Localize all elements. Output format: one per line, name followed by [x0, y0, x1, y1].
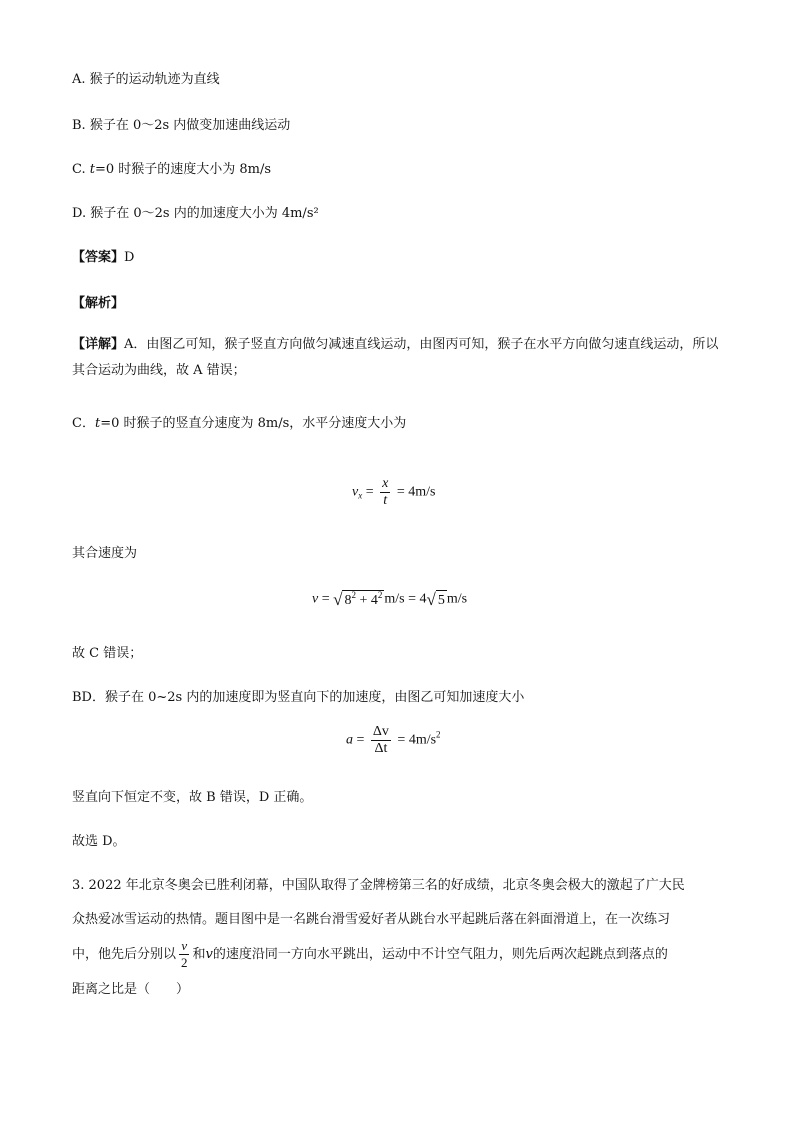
formula-a-exp: 2	[436, 729, 441, 740]
analysis-tag	[72, 292, 124, 311]
q3-line3-mid: 和	[192, 947, 206, 962]
formula-vx: $v_x$ = $\frac{x}{t}$ = 4m/s	[352, 476, 436, 508]
q3-frac-num: v	[181, 938, 188, 953]
q3-line3-post: 的速度沿同一方向水平跳出，运动中不计空气阻力，则先后两次起跳点到落点的	[212, 947, 668, 962]
formula-a-fraction	[371, 724, 391, 757]
q3-line3	[72, 938, 668, 971]
formula-a-num: Δv	[372, 724, 389, 739]
c-wrong: 故 C 错误；	[72, 646, 143, 661]
formula-vx-fraction	[380, 476, 390, 509]
formula-vx-sub: x	[358, 490, 363, 501]
answer-line	[72, 246, 134, 265]
q3-line3-pre: 中，他先后分别以	[72, 947, 177, 962]
sqrt2-arg: 5	[436, 590, 447, 609]
formula-v-unit1: m/s = 4	[384, 591, 427, 607]
sqrt1-plus: + 4	[355, 593, 378, 608]
formula-vx-lhs: v	[352, 484, 359, 500]
combined-text: 其合速度为	[72, 546, 138, 561]
sqrt-sign-1: √ $8^2 + 4^2$	[333, 590, 383, 609]
c-explain-prefix: C．	[72, 416, 95, 431]
option-c-prefix: C.	[72, 162, 90, 177]
q3-line3-var: v	[205, 947, 213, 962]
c-explain-var: t	[94, 416, 101, 431]
option-a: A. 猴子的运动轨迹为直线	[72, 72, 220, 87]
option-b: B. 猴子在 0～2s 内做变加速曲线运动	[72, 118, 291, 133]
formula-a	[346, 724, 441, 757]
sqrt1-exp1: 2	[351, 590, 356, 600]
sqrt1-exp2: 2	[377, 590, 383, 600]
bd-text: BD．猴子在 0~2s 内的加速度即为竖直向下的加速度，由图乙可知加速度大小	[72, 690, 525, 705]
option-d: D. 猴子在 0～2s 内的加速度大小为 4m/s²	[72, 206, 319, 221]
option-c	[72, 158, 271, 177]
q3-line4: 距离之比是（ ）	[72, 982, 190, 997]
c-explain	[72, 412, 406, 431]
sqrt-sign-2: √ 5	[426, 590, 445, 609]
choose-line: 故选 D。	[72, 834, 126, 849]
formula-a-lhs: a	[346, 732, 353, 748]
formula-v-eq: =	[321, 591, 330, 607]
detail-text: A．由图乙可知，猴子竖直方向做匀减速直线运动，由图丙可知，猴子在水平方向做匀速直线运动，所以其合运动为曲线，故 A 错误；	[72, 337, 719, 378]
answer-tag: 【答案】	[72, 250, 125, 265]
formula-a-rhs: = 4m/s	[397, 732, 437, 748]
formula-v-lhs: v	[312, 591, 319, 607]
option-c-var: t	[89, 162, 95, 177]
q3-fraction	[179, 938, 190, 971]
answer-value: D	[124, 250, 135, 265]
option-c-suffix: =0 时猴子的速度大小为 8m/s	[94, 162, 272, 177]
formula-vx-rhs: = 4m/s	[396, 484, 436, 500]
formula-vx-num: x	[382, 476, 389, 491]
analysis-label: 【解析】	[72, 296, 125, 311]
formula-a-eq: =	[356, 732, 365, 748]
formula-a-den: Δt	[374, 741, 388, 756]
detail-paragraph	[72, 332, 722, 384]
q3-line1: 3. 2022 年北京冬奥会已胜利闭幕，中国队取得了金牌榜第三名的好成绩，北京冬奥会极大的激起了广大民	[72, 878, 685, 893]
bd-conclusion: 竖直向下恒定不变，故 B 错误，D 正确。	[72, 790, 313, 805]
detail-tag: 【详解】	[72, 337, 125, 352]
q3-line2: 众热爱冰雪运动的热情。题目图中是一名跳台滑雪爱好者从跳台水平起跳后落在斜面滑道上，在一次练习	[72, 912, 671, 927]
formula-v	[312, 590, 467, 609]
c-explain-suffix: =0 时猴子的竖直分速度为 8m/s，水平分速度大小为	[100, 416, 407, 431]
formula-v-unit2: m/s	[446, 591, 468, 607]
formula-vx-den: t	[383, 493, 388, 508]
sqrt1-base1: 8	[344, 593, 352, 608]
q3-frac-den: 2	[181, 955, 188, 970]
